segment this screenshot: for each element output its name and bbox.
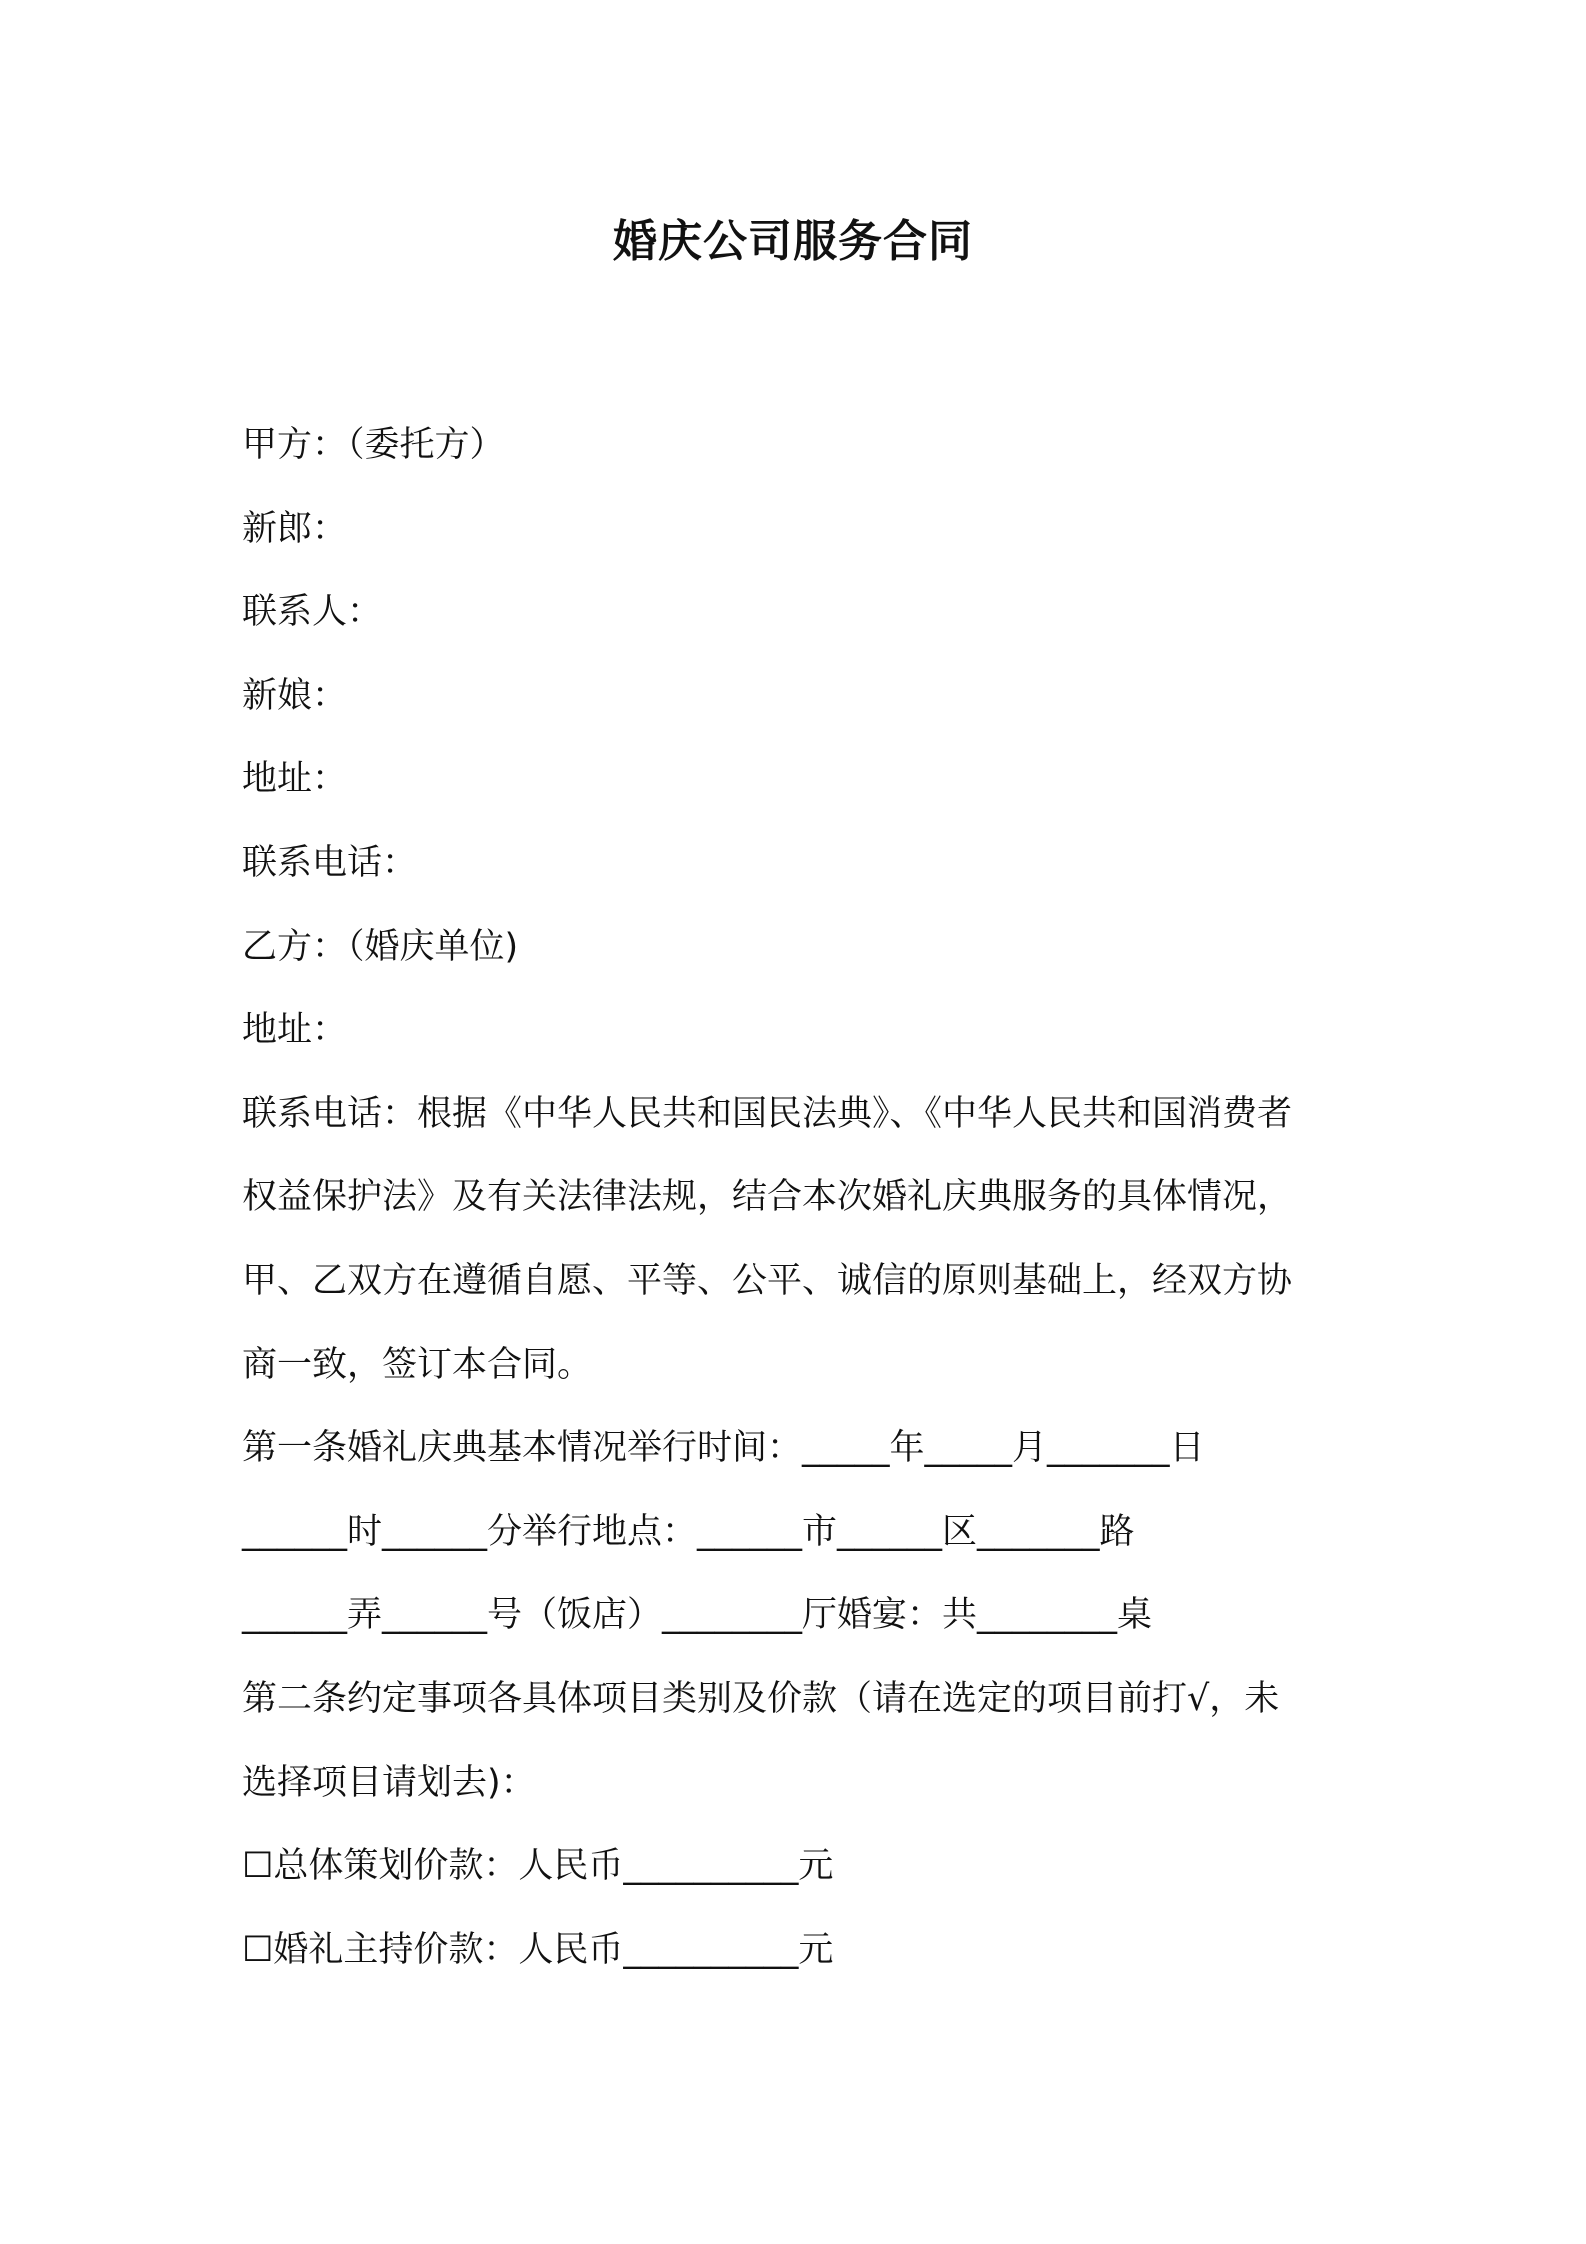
party-a-label: 甲方：（委托方） [242, 425, 505, 465]
bride-field: 新娘： [242, 675, 348, 716]
groom-field: 新郎： [242, 508, 348, 549]
document-title: 婚庆公司服务合同 [613, 216, 973, 267]
address-field-b: 地址： [242, 1010, 348, 1051]
preamble-line-3: 甲、乙双方在遵循自愿、平等、公平、诚信的原则基础上，经双方协 [242, 1260, 1293, 1301]
contact-person-field: 联系人： [242, 592, 383, 633]
planning-fee-item: ☐总体策划价款：人民币__________元 [242, 1846, 834, 1887]
article-2-line-1: 第二条约定事项各具体项目类别及价款（请在选定的项目前打√，未 [242, 1678, 1280, 1719]
preamble-line-2: 权益保护法》及有关法律法规，结合本次婚礼庆典服务的具体情况， [242, 1177, 1293, 1218]
article-2-line-2: 选择项目请划去)： [242, 1762, 536, 1803]
preamble-line-1: 联系电话：根据《中华人民共和国民法典》、《中华人民共和国消费者 [242, 1093, 1293, 1134]
party-b-label: 乙方：（婚庆单位) [242, 926, 519, 967]
phone-field-a: 联系电话： [242, 842, 418, 883]
article-1-line-2: ______时______分举行地点：______市______区_______路 [242, 1511, 1135, 1552]
preamble-line-4: 商一致，签订本合同。 [242, 1344, 593, 1385]
host-fee-item: ☐婚礼主持价款：人民币__________元 [242, 1929, 834, 1970]
article-1-line-3: ______弄______号（饭店）________厅婚宴：共________桌 [242, 1595, 1153, 1636]
address-field-a: 地址： [242, 759, 348, 800]
document-body [242, 404, 1362, 1992]
article-1-line-1: 第一条婚礼庆典基本情况举行时间：_____年_____月_______日 [242, 1428, 1205, 1469]
